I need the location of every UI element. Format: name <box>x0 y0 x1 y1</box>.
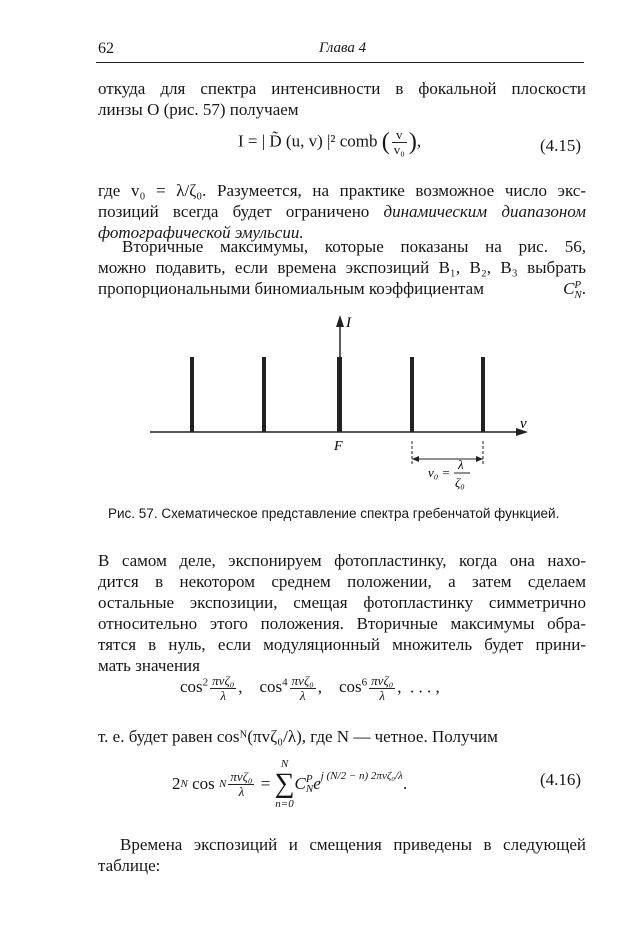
paragraph-5 <box>98 726 586 747</box>
text-line: Вторичные максимумы, которые показаны на рис. 56, <box>122 237 586 256</box>
text-line: т. е. будет равен cosᴺ(πvζ₀/λ), где N — четное. Получим <box>98 727 498 746</box>
cos-exponent: N <box>219 778 227 790</box>
cos-base: cos <box>339 677 362 697</box>
italic-line: фотографической эмульсии. <box>98 223 304 242</box>
fraction-numerator: πvζ₀ <box>212 673 235 688</box>
fraction-denominator: λ <box>220 688 227 703</box>
coef-sub: N <box>574 289 582 302</box>
separator: , <box>397 677 402 697</box>
comb-spike <box>262 357 266 432</box>
eq-base-exponent: N <box>180 778 188 790</box>
coef-tail: . <box>581 279 586 298</box>
fraction <box>369 674 395 703</box>
spacing-numerator: λ <box>458 457 464 472</box>
comb-spike <box>410 357 414 432</box>
text-line: линзы O (рис. 57) получаем <box>98 100 299 119</box>
text-line: таблице: <box>98 856 161 875</box>
fraction-denominator: λ <box>238 783 245 799</box>
cos-exponent: 4 <box>282 676 288 689</box>
equation-number: (4.15) <box>540 136 582 155</box>
paragraph-6 <box>98 834 586 876</box>
paren-close: ) <box>408 129 417 155</box>
equation-lhs: I = | D̃ (u, v) |² comb <box>238 131 378 151</box>
text-line: Времена экспозиций и смещения приведены в следующей <box>120 835 586 854</box>
spacing-label: v₀ = <box>428 465 451 480</box>
eq-base: 2 <box>172 774 181 793</box>
cos-base: cos <box>180 677 203 697</box>
text-line: где v₀ = λ/ζ₀. Разумеется, на практике возможное число экс- <box>98 181 586 200</box>
fraction-numerator: πvζ₀ <box>291 673 314 688</box>
italic-fragment: динамическим диапазоном <box>383 202 586 221</box>
comb-spike-center <box>337 357 342 432</box>
sigma-symbol: ∑ <box>274 768 295 799</box>
cos-exponent: 2 <box>202 676 209 689</box>
dimension-arrow-left <box>412 456 419 462</box>
equation-number: (4.16) <box>540 770 582 789</box>
paragraph-4 <box>98 550 586 676</box>
text-line: остальные экспозиции, смещая фотопластинку симметрично <box>98 593 586 612</box>
text-line: В самом деле, экспонируем фотопластинку, когда она нахо- <box>98 551 586 570</box>
text-line: можно подавить, если времена экспозиций B₁, B₂, B₃ выбрать <box>98 258 586 277</box>
separator: , <box>238 677 243 697</box>
fraction <box>210 674 236 703</box>
coef-sup: P <box>305 773 313 785</box>
paren-open: ( <box>381 129 390 155</box>
exponential-base: e <box>313 774 321 793</box>
fraction <box>290 674 316 703</box>
paragraph-2 <box>98 180 586 243</box>
text-line: откуда для спектра интенсивности в фокальной плоскости <box>98 79 586 98</box>
text-line: мать значения <box>98 656 200 675</box>
cos-base: cos <box>259 677 283 697</box>
cos-term <box>339 673 397 703</box>
spacing-denominator: ζ₀ <box>455 475 465 490</box>
y-axis-arrow <box>336 315 344 327</box>
summation <box>275 758 295 810</box>
sum-upper-limit: N <box>280 758 289 770</box>
exponential-argument: j (N/2 − n) 2πvζ₀/λ <box>320 770 403 782</box>
fraction-numerator: v <box>392 128 407 143</box>
page-number: 62 <box>98 40 114 57</box>
figure-caption: Рис. 57. Схематическое представление спектра гребенчатой функцией. <box>108 506 560 521</box>
binomial-coefficient <box>563 278 586 300</box>
equation-4-15 <box>238 128 421 157</box>
text-line: дится в некотором среднем положении, а затем сделаем <box>98 572 586 591</box>
fraction-numerator: πvζ₀ <box>230 768 253 784</box>
fraction-denominator: v₀ <box>393 142 405 157</box>
equation-comma: , <box>416 131 422 151</box>
coef-base: C <box>563 279 575 298</box>
text-fragment: позиций всегда будет ограничено <box>98 202 370 221</box>
chapter-title: Глава 4 <box>319 40 367 56</box>
dimension-arrow-right <box>476 456 483 462</box>
x-axis-label: v <box>520 416 527 432</box>
cos-term <box>180 673 238 703</box>
coef-sup: P <box>574 279 582 292</box>
text-line: относительно этого положения. Вторичные максимумы обра- <box>98 614 586 633</box>
comb-spike <box>190 357 194 432</box>
equals-sign: = <box>260 774 271 793</box>
cos-exponent: 6 <box>361 676 368 689</box>
coef-sub: N <box>305 783 314 795</box>
fraction-denominator: λ <box>379 688 386 703</box>
sum-lower-limit: n=0 <box>275 798 294 810</box>
cos-series <box>180 674 440 703</box>
coef-base: C <box>294 774 306 793</box>
y-axis-label: I <box>346 315 351 331</box>
comb-spectrum-figure <box>140 305 540 500</box>
text-line: пропорциональными биномиальным коэффициентам <box>98 279 484 298</box>
comb-spike <box>481 357 485 432</box>
header-rule <box>96 62 584 63</box>
ellipsis: . . . , <box>410 677 440 697</box>
paragraph-1 <box>98 78 586 120</box>
fraction-denominator: λ <box>299 688 306 703</box>
separator: , <box>317 677 322 697</box>
paragraph-3 <box>98 236 586 300</box>
equation-4-16 <box>172 758 407 810</box>
cos-term <box>259 673 318 703</box>
cos-function: cos <box>192 774 215 793</box>
fraction <box>392 128 407 157</box>
focus-label: F <box>334 439 343 454</box>
fraction <box>228 770 254 799</box>
equation-period: . <box>402 774 408 793</box>
text-line: тятся в нуль, если модуляционный множитель будет прини- <box>98 635 586 654</box>
fraction-numerator: πvζ₀ <box>371 673 394 688</box>
